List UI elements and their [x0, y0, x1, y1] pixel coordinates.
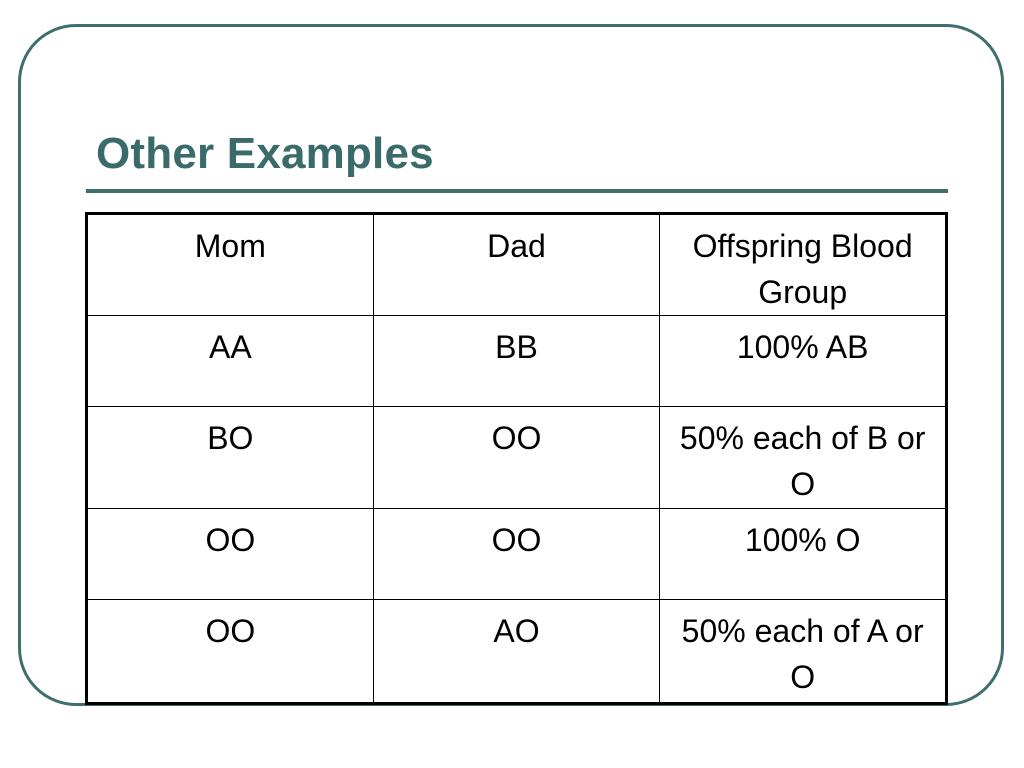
table-row	[87, 600, 947, 704]
table-row	[87, 407, 947, 509]
blood-group-table	[85, 212, 948, 705]
header-mom: Mom	[87, 214, 374, 316]
cell-mom: OO	[87, 509, 374, 600]
table-header-row	[87, 214, 947, 316]
cell-dad: OO	[373, 509, 660, 600]
cell-mom: BO	[87, 407, 374, 509]
cell-mom: OO	[87, 600, 374, 704]
table-row	[87, 509, 947, 600]
cell-dad: BB	[373, 316, 660, 407]
cell-dad: AO	[373, 600, 660, 704]
cell-offspring: 50% each of B or O	[660, 407, 947, 509]
blood-group-table-container	[85, 212, 948, 702]
title-underline	[86, 189, 948, 193]
cell-dad: OO	[373, 407, 660, 509]
header-offspring-blood-group: Offspring Blood Group	[660, 214, 947, 316]
cell-offspring: 50% each of A or O	[660, 600, 947, 704]
cell-offspring: 100% O	[660, 509, 947, 600]
header-dad: Dad	[373, 214, 660, 316]
slide-title: Other Examples	[96, 129, 434, 178]
table-row	[87, 316, 947, 407]
cell-offspring: 100% AB	[660, 316, 947, 407]
cell-mom: AA	[87, 316, 374, 407]
